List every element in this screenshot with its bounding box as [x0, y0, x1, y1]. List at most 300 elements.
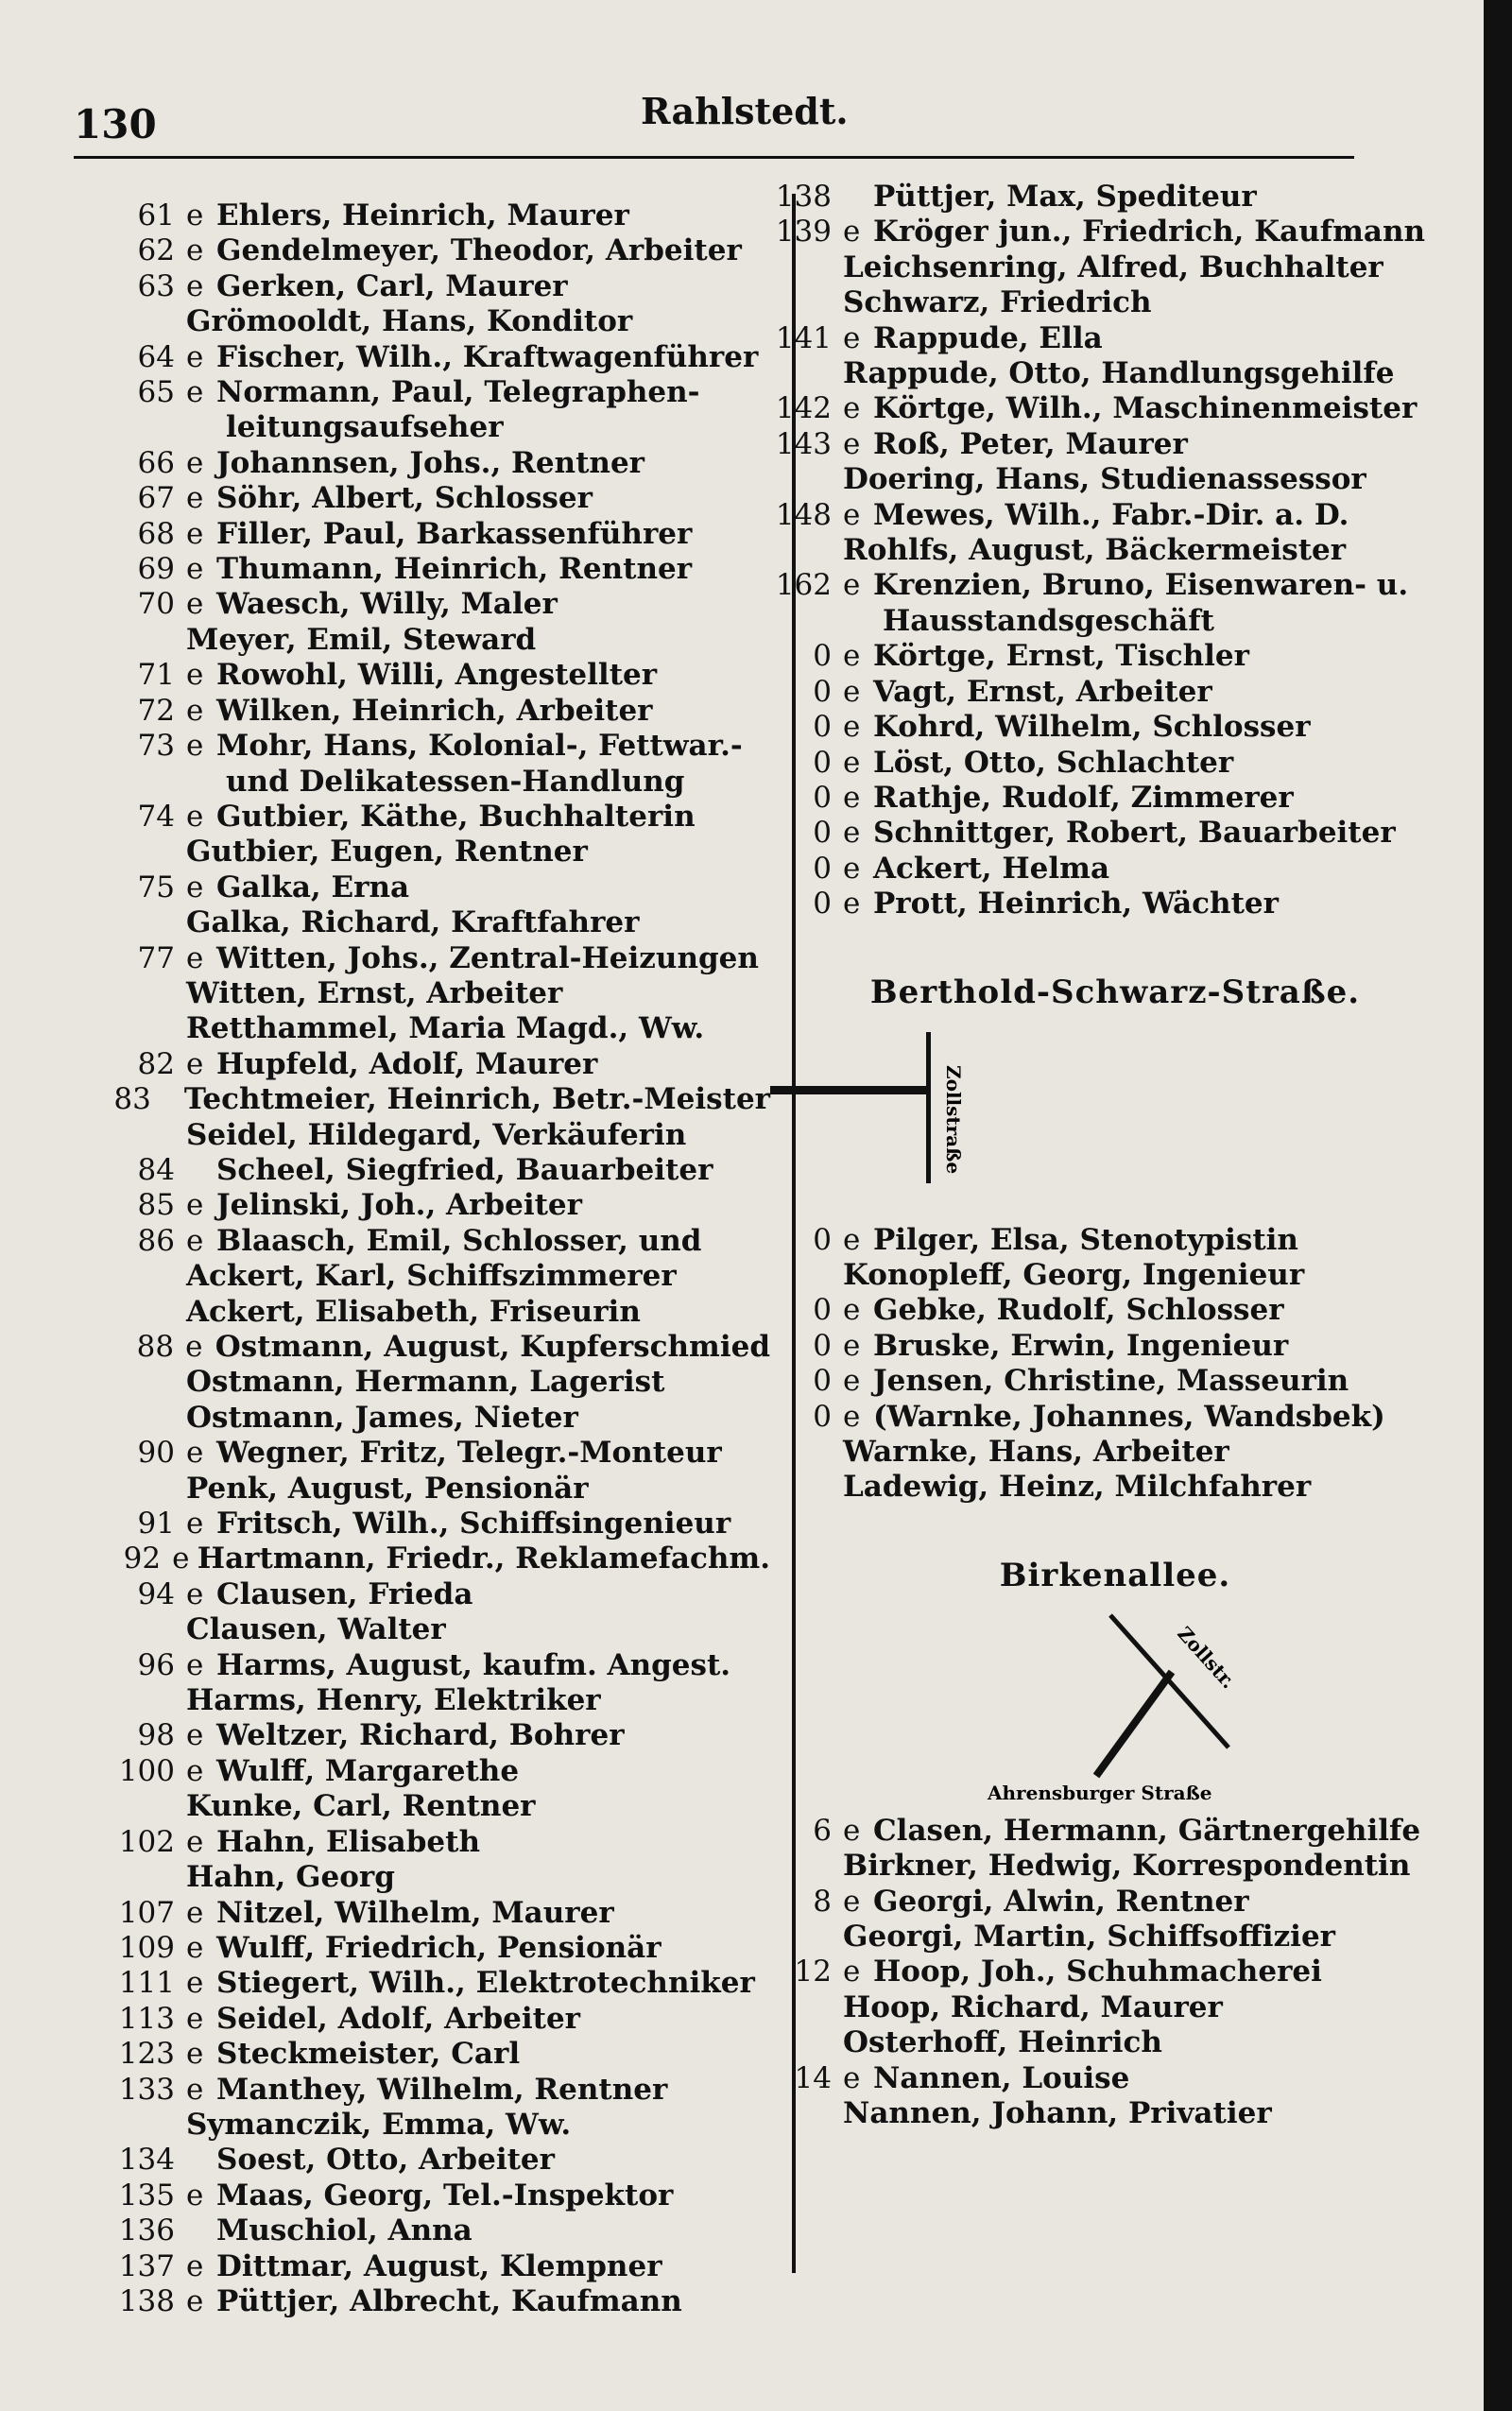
- directory-entry: [90, 410, 770, 445]
- ownership-mark: e: [186, 2283, 204, 2318]
- resident-name: Penk, August, Pensionär: [186, 1471, 589, 1506]
- resident-name: leitungsaufseher: [226, 410, 504, 445]
- house-number: 0: [813, 1364, 832, 1399]
- directory-entry: [737, 462, 1493, 497]
- house-number: 113: [118, 2001, 175, 2036]
- house-number: 0: [813, 639, 832, 674]
- directory-entry: [737, 321, 1493, 356]
- directory-entry: [90, 340, 770, 375]
- ownership-mark: e: [186, 1576, 204, 1611]
- house-number: 66: [137, 445, 175, 480]
- resident-name: Scheel, Siegfried, Bauarbeiter: [216, 1152, 713, 1187]
- directory-entry: [737, 1435, 1493, 1470]
- house-number: 138: [775, 180, 832, 214]
- street-map-berthold-schwarz: [737, 1027, 1493, 1188]
- directory-entry: [90, 729, 770, 764]
- ownership-mark: [186, 1153, 216, 1188]
- resident-name: Körtge, Ernst, Tischler: [873, 639, 1249, 674]
- resident-name: Witten, Johs., Zentral-Heizungen: [216, 940, 759, 975]
- directory-entry: [90, 552, 770, 587]
- resident-name: Pilger, Elsa, Stenotypistin: [873, 1222, 1298, 1257]
- resident-name: Gendelmeyer, Theodor, Arbeiter: [216, 233, 742, 268]
- ownership-mark: e: [186, 268, 204, 303]
- ownership-mark: e: [186, 2037, 204, 2072]
- directory-entry: [737, 852, 1493, 887]
- directory-entry: [90, 1472, 770, 1507]
- resident-name: Manthey, Wilhelm, Rentner: [216, 2072, 668, 2107]
- house-number: 143: [775, 426, 832, 461]
- house-number: 91: [137, 1507, 175, 1541]
- resident-name: Gutbier, Eugen, Rentner: [186, 835, 588, 870]
- resident-name: Krenzien, Bruno, Eisenwaren- u.: [873, 568, 1409, 603]
- map-label-zollstr: Zollstr.: [1173, 1622, 1241, 1694]
- directory-entry: [90, 1860, 770, 1895]
- directory-entry: [737, 285, 1493, 320]
- map-road-horizontal: [770, 1086, 929, 1094]
- directory-entry: [737, 1955, 1493, 1989]
- directory-entry: [737, 1920, 1493, 1955]
- resident-name: Körtge, Wilh., Maschinenmeister: [873, 391, 1418, 426]
- resident-name: Rappude, Ella: [873, 320, 1103, 355]
- directory-entry: [90, 2108, 770, 2143]
- map-road-diagonal-short: [1096, 1672, 1172, 1776]
- street-heading-berthold-schwarz: Berthold-Schwarz-Straße.: [869, 973, 1361, 1011]
- house-number: 0: [813, 887, 832, 921]
- directory-entry: [90, 446, 770, 481]
- directory-entry: [90, 1295, 770, 1330]
- ownership-mark: e: [843, 639, 861, 674]
- house-number: 107: [118, 1895, 175, 1930]
- ownership-mark: e: [186, 198, 204, 232]
- directory-entry: [737, 887, 1493, 921]
- resident-name: Hausstandsgeschäft: [883, 603, 1214, 638]
- directory-entry: [90, 2249, 770, 2284]
- house-number: 136: [118, 2213, 175, 2248]
- directory-entry: [737, 391, 1493, 426]
- right-entry-list: [737, 180, 1493, 922]
- resident-name: Jensen, Christine, Masseurin: [873, 1364, 1349, 1399]
- house-number: 0: [813, 1293, 832, 1328]
- ownership-mark: e: [186, 693, 204, 728]
- ownership-mark: e: [186, 1824, 204, 1859]
- resident-name: Galka, Richard, Kraftfahrer: [186, 905, 640, 940]
- resident-name: Dittmar, August, Klempner: [216, 2248, 662, 2283]
- directory-entry: [737, 1400, 1493, 1435]
- resident-name: Johannsen, Johs., Rentner: [216, 445, 644, 480]
- directory-entry: [737, 710, 1493, 745]
- directory-entry: [90, 694, 770, 729]
- page-number: 130: [74, 101, 157, 147]
- house-number: 123: [118, 2037, 175, 2072]
- house-number: 74: [137, 799, 175, 834]
- house-number: 86: [137, 1223, 175, 1258]
- resident-name: Blaasch, Emil, Schlosser, und: [216, 1223, 702, 1258]
- house-number: 6: [813, 1813, 832, 1848]
- resident-name: Meyer, Emil, Steward: [186, 622, 537, 657]
- resident-name: Rappude, Otto, Handlungsgehilfe: [843, 356, 1395, 391]
- resident-name: (Warnke, Johannes, Wandsbek): [873, 1399, 1385, 1434]
- resident-name: Kunke, Carl, Rentner: [186, 1789, 536, 1824]
- resident-name: Rowohl, Willi, Angestellter: [216, 658, 658, 693]
- street2-entry-list: [737, 1814, 1493, 2132]
- directory-entry: [737, 2025, 1493, 2060]
- directory-entry: [737, 639, 1493, 674]
- directory-entry: [90, 1896, 770, 1931]
- ownership-mark: e: [843, 426, 861, 461]
- directory-entry: [90, 587, 770, 622]
- ownership-mark: [186, 2143, 216, 2178]
- directory-entry: [737, 1329, 1493, 1364]
- directory-entry: [90, 1648, 770, 1683]
- ownership-mark: e: [186, 1188, 204, 1223]
- directory-entry: [737, 1293, 1493, 1328]
- resident-name: Schwarz, Friedrich: [843, 285, 1152, 320]
- house-number: 102: [118, 1824, 175, 1859]
- house-number: 141: [775, 320, 832, 355]
- resident-name: Grömooldt, Hans, Konditor: [186, 304, 633, 339]
- directory-entry: [737, 1470, 1493, 1505]
- resident-name: und Delikatessen-Handlung: [226, 764, 685, 799]
- house-number: 70: [137, 587, 175, 622]
- resident-name: Prott, Heinrich, Wächter: [873, 887, 1279, 921]
- directory-entry: [90, 517, 770, 552]
- directory-entry: [90, 1718, 770, 1753]
- directory-entry: [90, 1118, 770, 1153]
- resident-name: Roß, Peter, Maurer: [873, 426, 1188, 461]
- ownership-mark: e: [843, 1399, 861, 1434]
- resident-name: Hartmann, Friedr., Reklamefachm.: [197, 1541, 770, 1576]
- house-number: 72: [137, 693, 175, 728]
- street-map-birkenallee: [737, 1610, 1493, 1814]
- resident-name: Vagt, Ernst, Arbeiter: [873, 674, 1212, 709]
- directory-entry: [737, 1364, 1493, 1399]
- ownership-mark: e: [843, 745, 861, 780]
- ownership-mark: e: [843, 887, 861, 921]
- resident-name: Maas, Georg, Tel.-Inspektor: [216, 2178, 674, 2213]
- house-number: 63: [137, 268, 175, 303]
- ownership-mark: e: [186, 799, 204, 834]
- resident-name: Ostmann, Hermann, Lagerist: [186, 1365, 665, 1400]
- ownership-mark: e: [843, 497, 861, 532]
- resident-name: Ackert, Helma: [873, 851, 1110, 886]
- ownership-mark: e: [843, 851, 861, 886]
- ownership-mark: e: [186, 1753, 204, 1788]
- ownership-mark: e: [843, 1328, 861, 1363]
- directory-entry: [90, 233, 770, 268]
- house-number: 84: [137, 1152, 175, 1187]
- house-number: 94: [137, 1576, 175, 1611]
- ownership-mark: e: [186, 2178, 204, 2213]
- left-entry-list: [90, 198, 770, 2319]
- map-road-vertical: [926, 1032, 931, 1183]
- street1-entry-list: [737, 1223, 1493, 1506]
- directory-entry: [90, 1931, 770, 1966]
- resident-name: Retthammel, Maria Magd., Ww.: [186, 1011, 705, 1046]
- house-number: 100: [118, 1753, 175, 1788]
- house-number: 0: [813, 710, 832, 745]
- directory-entry: [90, 1082, 770, 1117]
- directory-entry: [737, 568, 1493, 603]
- resident-name: Weltzer, Richard, Bohrer: [216, 1718, 625, 1753]
- house-number: 133: [118, 2072, 175, 2107]
- directory-entry: [737, 1814, 1493, 1849]
- directory-entry: [737, 2096, 1493, 2131]
- ownership-mark: e: [186, 2072, 204, 2107]
- resident-name: Doering, Hans, Studienassessor: [843, 462, 1366, 497]
- resident-name: Osterhoff, Heinrich: [843, 2025, 1162, 2060]
- house-number: 111: [118, 1966, 175, 2001]
- resident-name: Jelinski, Joh., Arbeiter: [216, 1188, 582, 1223]
- directory-entry: [737, 781, 1493, 816]
- resident-name: Wulff, Margarethe: [216, 1753, 520, 1788]
- resident-name: Fritsch, Wilh., Schiffsingenieur: [216, 1507, 731, 1541]
- directory-entry: [737, 356, 1493, 391]
- house-number: 82: [137, 1046, 175, 1081]
- directory-entry: [90, 1047, 770, 1082]
- map-label-zollstrasse: Zollstraße: [942, 1064, 965, 1174]
- resident-name: Wilken, Heinrich, Arbeiter: [216, 693, 653, 728]
- directory-entry: [90, 658, 770, 693]
- ownership-mark: e: [843, 391, 861, 426]
- ownership-mark: e: [186, 870, 204, 904]
- resident-name: Harms, August, kaufm. Angest.: [216, 1647, 731, 1682]
- directory-entry: [90, 2213, 770, 2248]
- directory-entry: [90, 870, 770, 905]
- ownership-mark: e: [186, 729, 204, 764]
- resident-name: Püttjer, Max, Spediteur: [873, 180, 1257, 214]
- ownership-mark: e: [186, 2001, 204, 2036]
- directory-entry: [90, 1188, 770, 1223]
- resident-name: Soest, Otto, Arbeiter: [216, 2143, 555, 2178]
- ownership-mark: e: [186, 2248, 204, 2283]
- resident-name: Galka, Erna: [216, 870, 410, 904]
- house-number: 73: [137, 729, 175, 764]
- resident-name: Seidel, Hildegard, Verkäuferin: [186, 1117, 687, 1152]
- map-label-ahrensburger: Ahrensburger Straße: [988, 1781, 1212, 1804]
- house-number: 139: [775, 215, 832, 250]
- house-number: 0: [813, 1399, 832, 1434]
- ownership-mark: e: [186, 587, 204, 622]
- directory-entry: [737, 250, 1493, 285]
- resident-name: Ackert, Karl, Schiffszimmerer: [186, 1259, 677, 1294]
- ownership-mark: [843, 180, 873, 215]
- directory-entry: [737, 427, 1493, 462]
- directory-entry: [737, 1223, 1493, 1258]
- resident-name: Ostmann, James, Nieter: [186, 1400, 578, 1435]
- resident-name: Birkner, Hedwig, Korrespondentin: [843, 1849, 1411, 1884]
- resident-name: Georgi, Alwin, Rentner: [873, 1884, 1249, 1919]
- resident-name: Clausen, Frieda: [216, 1576, 473, 1611]
- resident-name: Filler, Paul, Barkassenführer: [216, 516, 693, 551]
- directory-entry: [737, 1849, 1493, 1884]
- directory-entry: [90, 304, 770, 339]
- directory-entry: [737, 2061, 1493, 2096]
- left-column: [90, 198, 770, 2319]
- house-number: 75: [137, 870, 175, 904]
- resident-name: Konopleff, Georg, Ingenieur: [843, 1257, 1305, 1292]
- house-number: 71: [137, 658, 175, 693]
- directory-entry: [737, 746, 1493, 781]
- resident-name: Ostmann, August, Kupferschmied: [215, 1330, 770, 1364]
- resident-name: Nannen, Johann, Privatier: [843, 2096, 1272, 2131]
- ownership-mark: e: [186, 445, 204, 480]
- resident-name: Stiegert, Wilh., Elektrotechniker: [216, 1966, 755, 2001]
- directory-entry: [90, 1754, 770, 1789]
- directory-entry: [90, 800, 770, 835]
- house-number: 134: [118, 2143, 175, 2178]
- resident-name: Clasen, Hermann, Gärtnergehilfe: [873, 1813, 1421, 1848]
- directory-entry: [90, 1966, 770, 2001]
- directory-entry: [737, 604, 1493, 639]
- house-number: 8: [813, 1884, 832, 1919]
- directory-entry: [90, 1259, 770, 1294]
- resident-name: Hahn, Elisabeth: [216, 1824, 481, 1859]
- ownership-mark: e: [186, 1895, 204, 1930]
- directory-entry: [90, 198, 770, 233]
- ownership-mark: e: [186, 1930, 204, 1965]
- house-number: 92: [123, 1541, 162, 1576]
- ownership-mark: e: [186, 1046, 204, 1081]
- resident-name: Mewes, Wilh., Fabr.-Dir. a. D.: [873, 497, 1349, 532]
- resident-name: Kröger jun., Friedrich, Kaufmann: [873, 215, 1426, 250]
- house-number: 88: [136, 1330, 175, 1364]
- ownership-mark: e: [185, 1330, 203, 1364]
- resident-name: Techtmeier, Heinrich, Betr.-Meister: [183, 1082, 770, 1117]
- directory-entry: [737, 180, 1493, 215]
- resident-name: Hupfeld, Adolf, Maurer: [216, 1046, 598, 1081]
- directory-entry: [90, 1153, 770, 1188]
- house-number: 0: [813, 745, 832, 780]
- house-number: 65: [137, 375, 175, 410]
- ownership-mark: e: [186, 375, 204, 410]
- house-number: 109: [118, 1930, 175, 1965]
- directory-entry: [90, 1825, 770, 1860]
- directory-entry: [737, 215, 1493, 250]
- ownership-mark: e: [186, 552, 204, 587]
- right-column: [737, 180, 1493, 2131]
- resident-name: Clausen, Walter: [186, 1612, 446, 1647]
- directory-entry: [737, 816, 1493, 851]
- directory-entry: [90, 905, 770, 940]
- directory-entry: [90, 1789, 770, 1824]
- directory-entry: [90, 1612, 770, 1647]
- resident-name: Rohlfs, August, Bäckermeister: [843, 533, 1347, 568]
- directory-entry: [737, 675, 1493, 710]
- house-number: 14: [794, 2060, 832, 2095]
- ownership-mark: e: [843, 1813, 861, 1848]
- resident-name: Schnittger, Robert, Bauarbeiter: [873, 816, 1396, 851]
- house-number: 77: [137, 940, 175, 975]
- running-title: Rahlstedt.: [641, 90, 849, 132]
- resident-name: Hoop, Joh., Schuhmacherei: [873, 1955, 1322, 1989]
- ownership-mark: e: [186, 1436, 204, 1471]
- house-number: 137: [118, 2248, 175, 2283]
- resident-name: Kohrd, Wilhelm, Schlosser: [873, 710, 1311, 745]
- ownership-mark: e: [843, 1293, 861, 1328]
- directory-entry: [737, 533, 1493, 568]
- house-number: 0: [813, 674, 832, 709]
- resident-name: Ehlers, Heinrich, Maurer: [216, 198, 629, 232]
- house-number: 67: [137, 481, 175, 516]
- ownership-mark: e: [843, 674, 861, 709]
- resident-name: Harms, Henry, Elektriker: [186, 1683, 601, 1718]
- resident-name: Wegner, Fritz, Telegr.-Monteur: [216, 1436, 722, 1471]
- ownership-mark: e: [843, 1955, 861, 1989]
- ownership-mark: e: [186, 940, 204, 975]
- resident-name: Rathje, Rudolf, Zimmerer: [873, 780, 1294, 815]
- resident-name: Gebke, Rudolf, Schlosser: [873, 1293, 1284, 1328]
- resident-name: Fischer, Wilh., Kraftwagenführer: [216, 339, 759, 374]
- resident-name: Gerken, Carl, Maurer: [216, 268, 568, 303]
- directory-entry: [90, 2143, 770, 2178]
- house-number: 0: [813, 816, 832, 851]
- resident-name: Warnke, Hans, Arbeiter: [843, 1434, 1229, 1469]
- directory-entry: [90, 1541, 770, 1576]
- directory-entry: [737, 498, 1493, 533]
- house-number: 0: [813, 1222, 832, 1257]
- resident-name: Normann, Paul, Telegraphen-: [216, 375, 700, 410]
- ownership-mark: e: [186, 1966, 204, 2001]
- directory-entry: [90, 1330, 770, 1365]
- house-number: 61: [137, 198, 175, 232]
- resident-name: Seidel, Adolf, Arbeiter: [216, 2001, 581, 2036]
- house-number: 68: [137, 516, 175, 551]
- directory-entry: [90, 835, 770, 870]
- directory-entry: [90, 1683, 770, 1718]
- house-number: 12: [794, 1955, 832, 1989]
- resident-name: Waesch, Willy, Maler: [216, 587, 558, 622]
- resident-name: Georgi, Martin, Schiffsoffizier: [843, 1920, 1336, 1954]
- ownership-mark: e: [843, 2060, 861, 2095]
- ownership-mark: [163, 1082, 184, 1117]
- resident-name: Witten, Ernst, Arbeiter: [186, 975, 563, 1010]
- resident-name: Ladewig, Heinz, Milchfahrer: [843, 1470, 1312, 1505]
- resident-name: Steckmeister, Carl: [216, 2037, 521, 2072]
- ownership-mark: e: [186, 1718, 204, 1753]
- house-number: 148: [775, 497, 832, 532]
- directory-entry: [90, 976, 770, 1011]
- house-number: 135: [118, 2178, 175, 2213]
- house-number: 0: [813, 851, 832, 886]
- ownership-mark: e: [186, 1647, 204, 1682]
- resident-name: Wulff, Friedrich, Pensionär: [216, 1930, 662, 1965]
- resident-name: Löst, Otto, Schlachter: [873, 745, 1234, 780]
- directory-entry: [90, 1011, 770, 1046]
- ownership-mark: e: [186, 481, 204, 516]
- house-number: 138: [118, 2283, 175, 2318]
- directory-entry: [737, 1990, 1493, 2025]
- resident-name: Muschiol, Anna: [216, 2213, 472, 2248]
- directory-entry: [90, 1577, 770, 1612]
- directory-entry: [90, 1224, 770, 1259]
- directory-entry: [90, 2179, 770, 2213]
- ownership-mark: e: [843, 710, 861, 745]
- header-rule: [74, 156, 1354, 159]
- directory-entry: [90, 1365, 770, 1400]
- ownership-mark: e: [172, 1541, 190, 1576]
- house-number: 64: [137, 339, 175, 374]
- resident-name: Mohr, Hans, Kolonial-, Fettwar.-: [216, 729, 743, 764]
- house-number: 96: [137, 1647, 175, 1682]
- house-number: 0: [813, 780, 832, 815]
- ownership-mark: e: [843, 1884, 861, 1919]
- directory-entry: [90, 2002, 770, 2037]
- directory-entry: [737, 1258, 1493, 1293]
- ownership-mark: e: [186, 516, 204, 551]
- house-number: 69: [137, 552, 175, 587]
- directory-entry: [90, 623, 770, 658]
- ownership-mark: e: [843, 215, 861, 250]
